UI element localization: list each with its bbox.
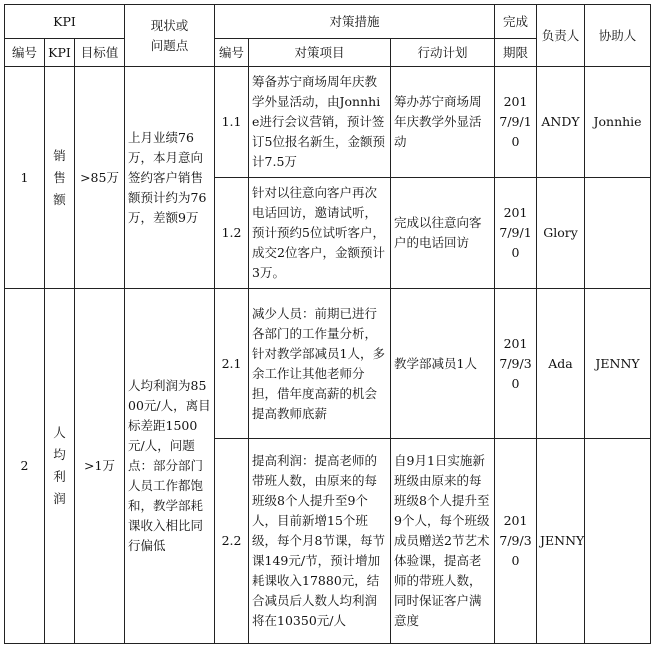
deadline: 2017/9/10 — [495, 178, 537, 289]
owner-header: 负责人 — [537, 5, 585, 67]
owner: JENNY — [537, 439, 585, 644]
kpi-no: 2 — [5, 289, 45, 644]
kpi-group-header: KPI — [5, 5, 125, 39]
kpi-name: 销售额 — [45, 67, 75, 289]
kpi-header: KPI — [45, 39, 75, 67]
table-row — [5, 289, 651, 439]
deadline-header-top: 完成 — [495, 5, 537, 39]
assistant — [585, 178, 651, 289]
measure-no: 2.1 — [215, 289, 249, 439]
measure-item-header: 对策项目 — [249, 39, 391, 67]
target-header: 目标值 — [75, 39, 125, 67]
action-plan: 筹办苏宁商场周年庆教学外显活动 — [391, 67, 495, 178]
measure-no: 1.1 — [215, 67, 249, 178]
deadline: 2017/9/30 — [495, 289, 537, 439]
kpi-target: >85万 — [75, 67, 125, 289]
kpi-measures-table — [4, 4, 651, 644]
kpi-target: >1万 — [75, 289, 125, 644]
measures-group-header: 对策措施 — [215, 5, 495, 39]
action-plan: 教学部减员1人 — [391, 289, 495, 439]
action-plan: 自9月1日实施新班级由原来的每班级8个人提升至9个人，每个班级成员赠送2节艺术体验课，提高老师的带班人数，同时保证客户满意度 — [391, 439, 495, 644]
measure-no-header: 编号 — [215, 39, 249, 67]
action-plan-header: 行动计划 — [391, 39, 495, 67]
measure-item: 提高利润：提高老师的带班人数，由原来的每班级8个人提升至9个人，目前新增15个班级，每个月8节课，每节课149元/节，预计增加耗课收入17880元，结合减员后人数人均利润将在10350元/人 — [249, 439, 391, 644]
measure-no: 2.2 — [215, 439, 249, 644]
assistant: JENNY — [585, 289, 651, 439]
kpi-name: 人均利润 — [45, 289, 75, 644]
measure-item: 针对以往意向客户再次电话回访，邀请试听，预计预约5位试听客户，成交2位客户，金额预计3万。 — [249, 178, 391, 289]
deadline: 2017/9/10 — [495, 67, 537, 178]
assistant-header: 协助人 — [585, 5, 651, 67]
owner: Ada — [537, 289, 585, 439]
deadline: 2017/9/30 — [495, 439, 537, 644]
measure-item: 减少人员：前期已进行各部门的工作量分析，针对教学部减员1人，多余工作让其他老师分担，借年度高薪的机会提高教师底薪 — [249, 289, 391, 439]
kpi-status: 人均利润为8500元/人，离目标差距1500元/人，问题点：部分部门人员工作都饱和，教学部耗课收入相比同行偏低 — [125, 289, 215, 644]
owner: ANDY — [537, 67, 585, 178]
status-header: 现状或 问题点 — [125, 5, 215, 67]
assistant: Jonnhie — [585, 67, 651, 178]
measure-item: 筹备苏宁商场周年庆教学外显活动，由Jonnhie进行会议营销，预计签订5位报名新生，金额预计7.5万 — [249, 67, 391, 178]
measure-no: 1.2 — [215, 178, 249, 289]
table-row — [5, 67, 651, 178]
action-plan: 完成以往意向客户的电话回访 — [391, 178, 495, 289]
kpi-no: 1 — [5, 67, 45, 289]
deadline-header-bottom: 期限 — [495, 39, 537, 67]
assistant — [585, 439, 651, 644]
kpi-status: 上月业绩76万，本月意向签约客户销售额预计约为76万，差额9万 — [125, 67, 215, 289]
owner: Glory — [537, 178, 585, 289]
no-header: 编号 — [5, 39, 45, 67]
